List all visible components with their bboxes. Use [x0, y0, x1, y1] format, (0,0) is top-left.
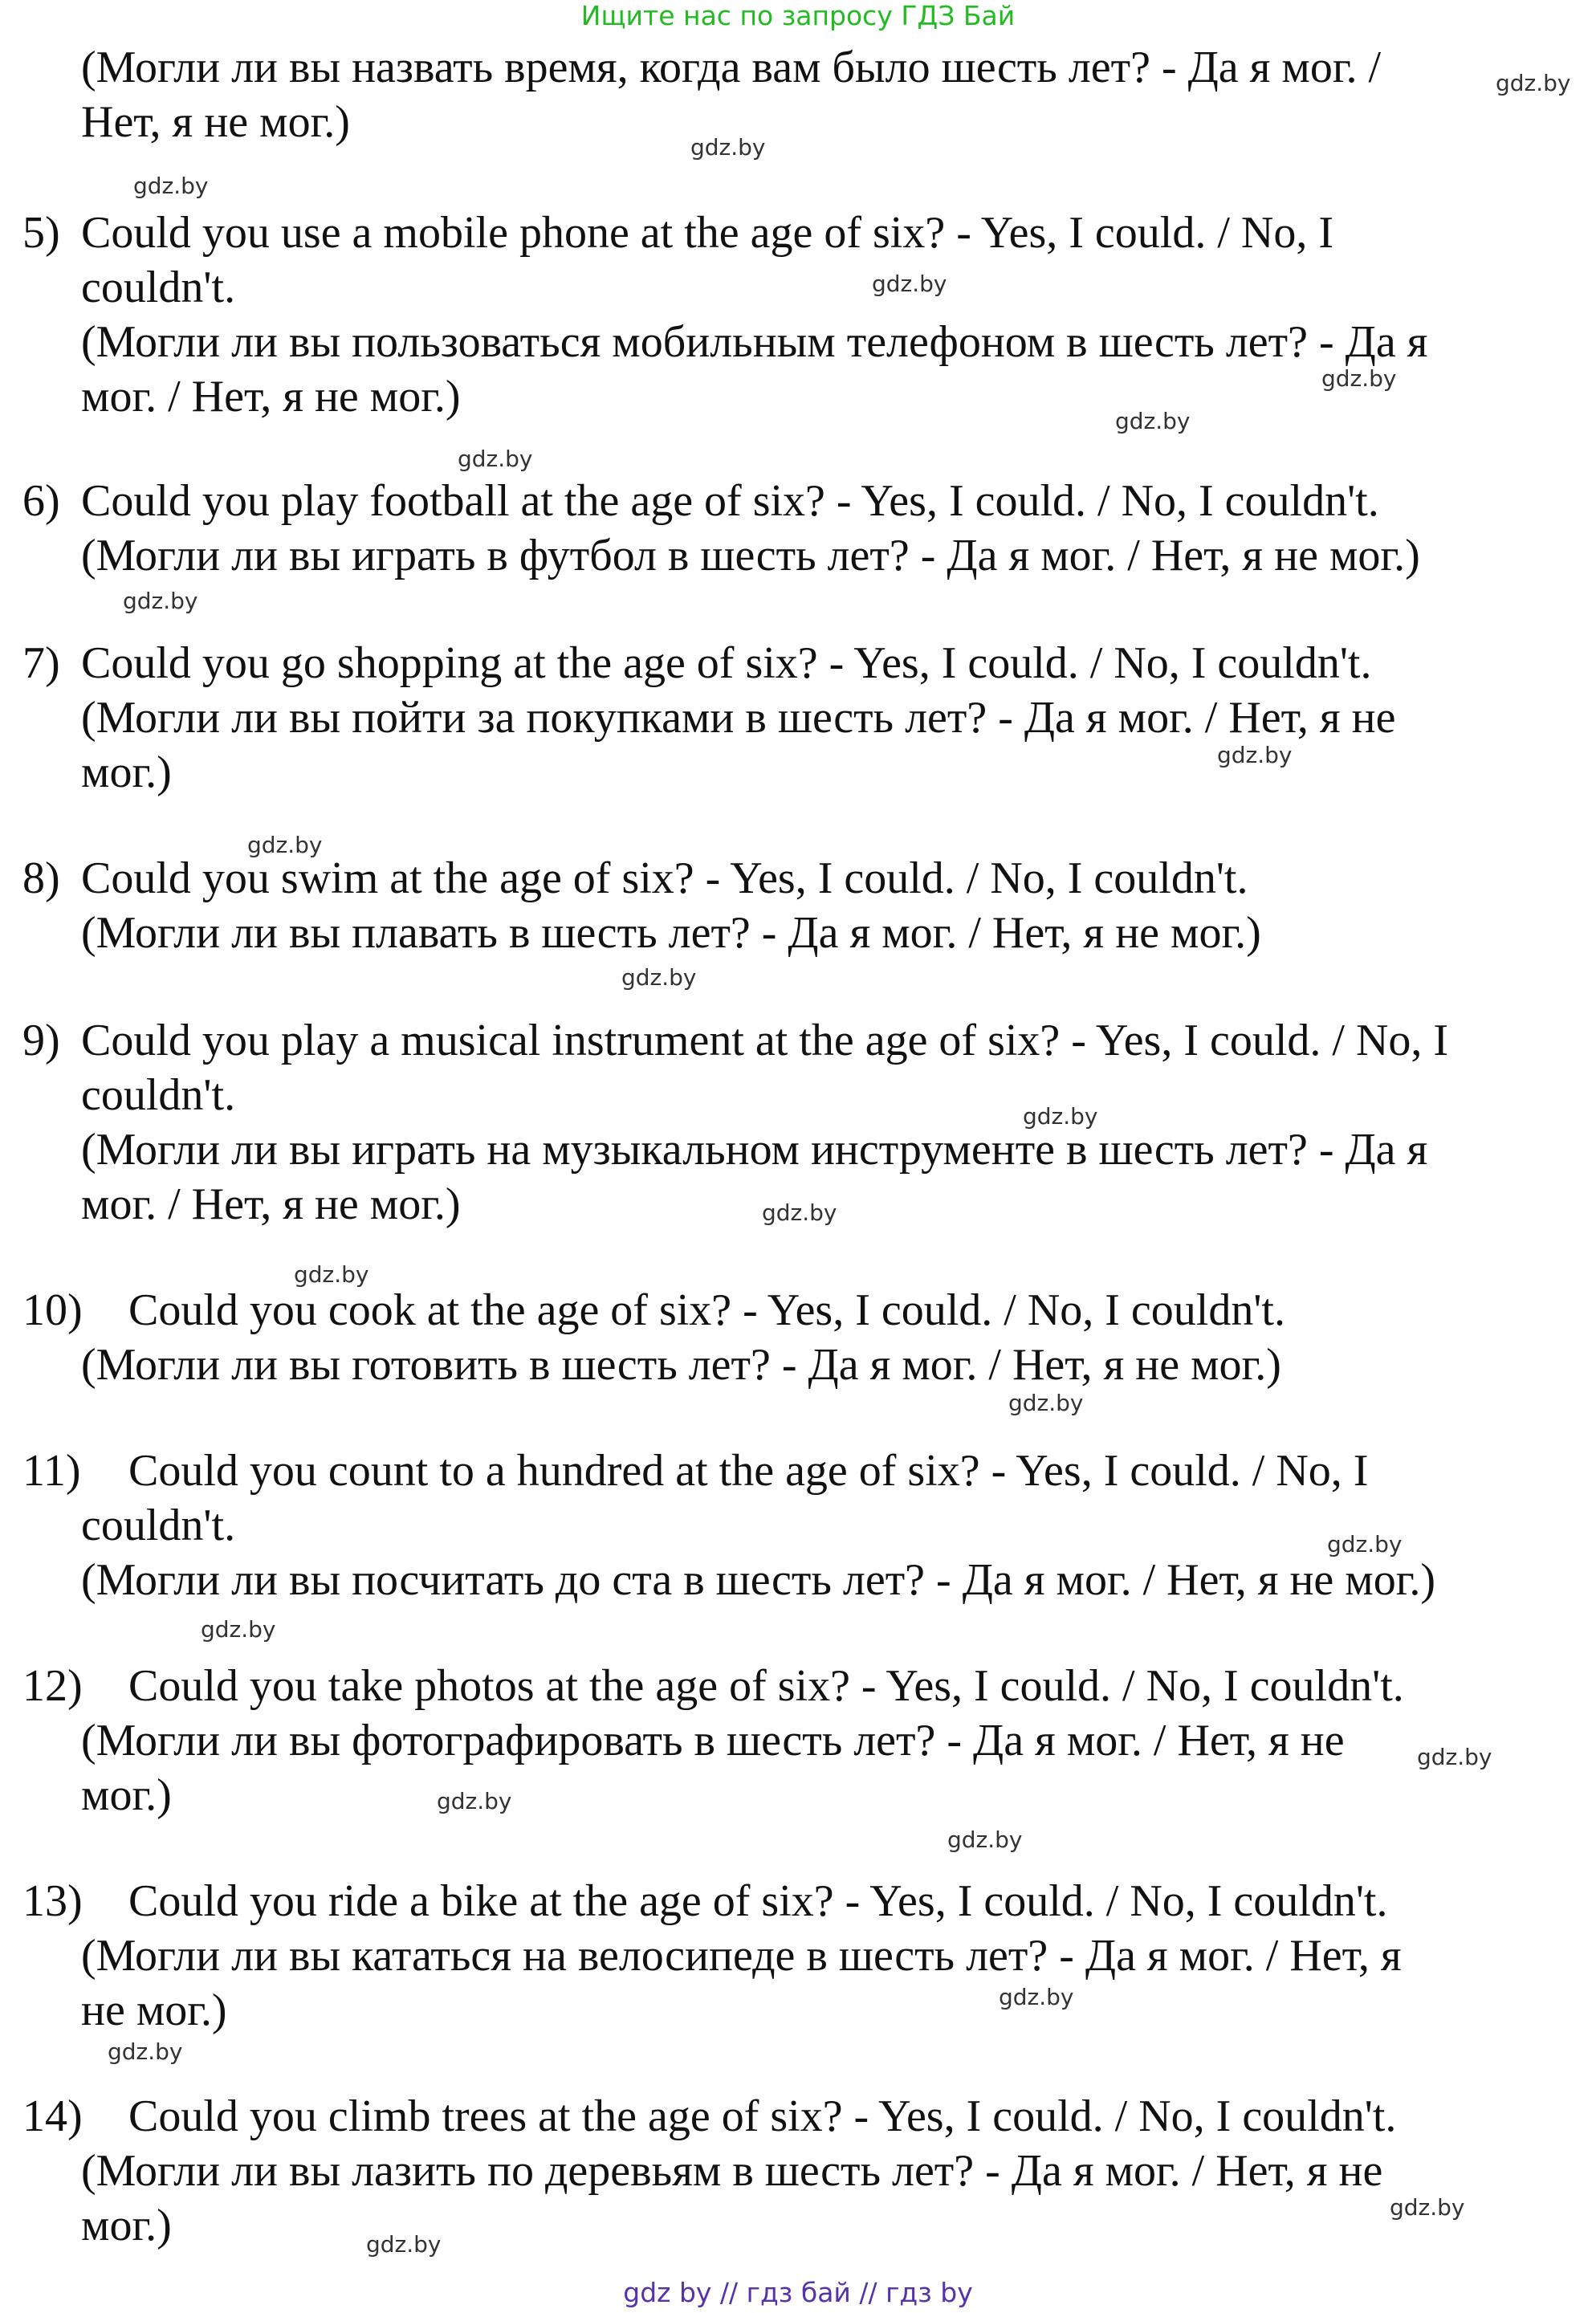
- watermark: gdz.by: [123, 588, 198, 614]
- item-line: мог. / Нет, я не мог.): [81, 1179, 461, 1229]
- item-number: 11): [22, 1446, 81, 1496]
- item-line: Could you ride a bike at the age of six? - Yes, I could. / No, I couldn't.: [128, 1876, 1388, 1926]
- watermark: gdz.by: [1115, 408, 1191, 434]
- item-line: не мог.): [81, 1985, 227, 2035]
- watermark: gdz.by: [366, 2231, 442, 2258]
- item-line: (Могли ли вы кататься на велосипеде в шесть лет? - Да я мог. / Нет, я: [81, 1931, 1402, 1981]
- watermark: gdz.by: [1327, 1531, 1403, 1558]
- watermark: gdz.by: [762, 1199, 837, 1226]
- watermark: gdz.by: [999, 1984, 1074, 2010]
- item-line: мог.): [81, 747, 172, 797]
- watermark: gdz.by: [621, 964, 697, 991]
- watermark: gdz.by: [1496, 70, 1571, 96]
- item-line: couldn't.: [81, 1070, 236, 1120]
- item-line: Could you play football at the age of six? - Yes, I could. / No, I couldn't.: [81, 476, 1379, 526]
- item-line: (Могли ли вы пользоваться мобильным телефоном в шесть лет? - Да я: [81, 317, 1428, 367]
- header-banner[interactable]: Ищите нас по запросу ГДЗ Бай: [580, 0, 1016, 31]
- watermark: gdz.by: [1217, 742, 1293, 768]
- item-line: Could you cook at the age of six? - Yes, I could. / No, I couldn't.: [128, 1285, 1285, 1335]
- item-line: (Могли ли вы играть в футбол в шесть лет? - Да я мог. / Нет, я не мог.): [81, 531, 1420, 580]
- item-line: (Могли ли вы фотографировать в шесть лет? - Да я мог. / Нет, я не: [81, 1716, 1345, 1765]
- item-line: Could you swim at the age of six? - Yes, I could. / No, I couldn't.: [81, 853, 1248, 903]
- item-line: мог.): [81, 1770, 172, 1820]
- item-line: Could you take photos at the age of six? - Yes, I could. / No, I couldn't.: [128, 1661, 1404, 1711]
- watermark: gdz.by: [947, 1826, 1023, 1853]
- item-line: couldn't.: [81, 263, 236, 312]
- item-line: (Могли ли вы играть на музыкальном инструменте в шесть лет? - Да я: [81, 1125, 1428, 1175]
- item-number: 6): [22, 476, 60, 526]
- item-number: 13): [22, 1876, 83, 1926]
- watermark: gdz.by: [437, 1788, 512, 1814]
- watermark: gdz.by: [1417, 1744, 1492, 1770]
- item-number: 12): [22, 1661, 83, 1711]
- watermark: gdz.by: [108, 2038, 183, 2065]
- footer-links[interactable]: gdz by // гдз бай // гдз by: [623, 2277, 973, 2308]
- watermark: gdz.by: [1023, 1103, 1098, 1130]
- watermark: gdz.by: [1390, 2194, 1465, 2221]
- item-line: Нет, я не мог.): [81, 97, 350, 147]
- item-line: мог.): [81, 2201, 172, 2250]
- item-number: 7): [22, 638, 60, 688]
- item-line: (Могли ли вы назвать время, когда вам было шесть лет? - Да я мог. /: [81, 43, 1382, 92]
- watermark: gdz.by: [1321, 365, 1397, 392]
- watermark: gdz.by: [458, 446, 533, 472]
- item-line: Could you play a musical instrument at the age of six? - Yes, I could. / No, I: [81, 1016, 1449, 1065]
- item-line: couldn't.: [81, 1501, 236, 1550]
- watermark: gdz.by: [872, 271, 947, 297]
- item-line: Could you use a mobile phone at the age of six? - Yes, I could. / No, I: [81, 208, 1333, 258]
- item-line: Could you climb trees at the age of six? - Yes, I could. / No, I couldn't.: [128, 2091, 1397, 2141]
- watermark: gdz.by: [133, 173, 209, 199]
- item-number: 5): [22, 208, 60, 258]
- item-line: (Могли ли вы лазить по деревьям в шесть лет? - Да я мог. / Нет, я не: [81, 2146, 1383, 2196]
- item-line: (Могли ли вы готовить в шесть лет? - Да я мог. / Нет, я не мог.): [81, 1340, 1281, 1390]
- watermark: gdz.by: [690, 134, 766, 161]
- item-line: (Могли ли вы пойти за покупками в шесть лет? - Да я мог. / Нет, я не: [81, 693, 1396, 743]
- item-number: 9): [22, 1016, 60, 1065]
- watermark: gdz.by: [294, 1261, 369, 1288]
- item-line: Could you go shopping at the age of six? - Yes, I could. / No, I couldn't.: [81, 638, 1372, 688]
- item-number: 14): [22, 2091, 83, 2141]
- item-number: 10): [22, 1285, 83, 1335]
- item-line: (Могли ли вы посчитать до ста в шесть лет? - Да я мог. / Нет, я не мог.): [81, 1555, 1436, 1605]
- item-number: 8): [22, 853, 60, 903]
- watermark: gdz.by: [201, 1616, 276, 1643]
- watermark: gdz.by: [247, 832, 323, 858]
- item-line: (Могли ли вы плавать в шесть лет? - Да я мог. / Нет, я не мог.): [81, 908, 1261, 958]
- item-line: мог. / Нет, я не мог.): [81, 372, 461, 421]
- watermark: gdz.by: [1008, 1390, 1084, 1416]
- item-line: Could you count to a hundred at the age of six? - Yes, I could. / No, I: [128, 1446, 1369, 1496]
